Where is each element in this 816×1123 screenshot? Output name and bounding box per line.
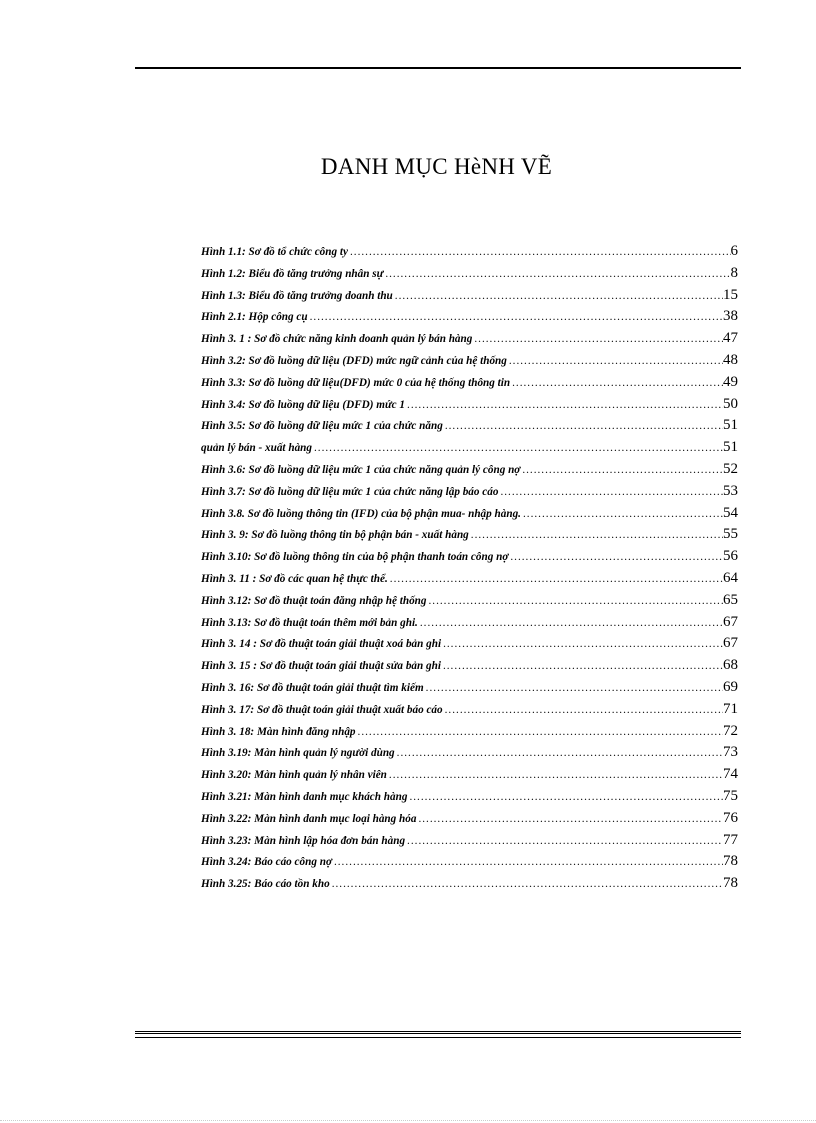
dot-leader: [388, 573, 723, 585]
toc-entry: [201, 832, 738, 854]
toc-entry: [201, 396, 738, 418]
dot-leader: [521, 508, 723, 520]
toc-entry: [201, 657, 738, 679]
toc-entry-label: Hình 3.21: Màn hình danh mục khách hàng: [201, 790, 408, 803]
toc-entry-page: 49: [723, 373, 738, 390]
dot-leader: [443, 420, 723, 432]
toc-entry-page: 6: [730, 243, 738, 259]
toc-entry: [201, 614, 738, 636]
dot-leader: [405, 399, 723, 411]
toc-entry-label: Hình 3.12: Sơ đồ thuật toán đăng nhập hệ thống: [201, 594, 427, 607]
toc-entry: [201, 701, 738, 723]
dot-leader: [418, 617, 723, 629]
dot-leader: [441, 660, 723, 672]
toc-entry-page: 8: [730, 264, 738, 281]
dot-leader: [416, 813, 723, 825]
toc-entry-page: 65: [723, 591, 738, 608]
dot-leader: [312, 442, 723, 454]
toc-entry-label: Hình 3. 9: Sơ đồ luồng thông tin bộ phận bán - xuất hàng: [201, 529, 469, 542]
toc-entry: [201, 875, 738, 897]
toc-entry-label: Hình 3.5: Sơ đồ luồng dữ liệu mức 1 của chức năng: [201, 420, 443, 433]
dot-leader: [308, 311, 723, 323]
toc-entry: [201, 526, 738, 548]
toc-entry: [201, 483, 738, 505]
header-rule: [135, 67, 741, 69]
toc-entry: [201, 810, 738, 832]
toc-entry-page: 67: [723, 613, 738, 630]
dot-leader: [332, 856, 723, 868]
dot-leader: [472, 333, 723, 345]
toc-entry-page: 73: [723, 744, 738, 761]
dot-leader: [441, 638, 723, 650]
dot-leader: [510, 377, 723, 389]
toc-entry-label: Hình 3.23: Màn hình lập hóa đơn bán hàng: [201, 834, 406, 847]
page-edge: [0, 1120, 816, 1122]
toc-entry-page: 75: [723, 787, 738, 804]
toc-entry-page: 72: [723, 722, 738, 739]
toc-entry-page: 15: [723, 286, 738, 303]
toc-entry: [201, 723, 738, 745]
dot-leader: [356, 726, 723, 738]
toc-entry: [201, 570, 738, 592]
toc-entry-page: 78: [723, 853, 738, 870]
dot-leader: [508, 551, 723, 563]
toc-entry-page: 38: [723, 308, 738, 325]
toc-entry-page: 47: [723, 330, 738, 347]
toc-entry: [201, 287, 738, 309]
footer-rule: [135, 1031, 741, 1038]
toc-entry-page: 50: [723, 395, 738, 412]
toc-entry-label: Hình 3. 14 : Sơ đồ thuật toán giải thuật xoá bản ghi: [201, 638, 442, 651]
page-title: DANH MỤC HèNH VẼ: [320, 154, 553, 179]
toc-entry: [201, 417, 738, 439]
toc-entry: [201, 374, 738, 396]
toc-entry: [201, 505, 738, 527]
toc-entry-label: Hình 3.8. Sơ đồ luồng thông tin (IFD) của bộ phận mua- nhập hàng.: [201, 507, 521, 520]
dot-leader: [407, 791, 723, 803]
toc-entry-label: Hình 3.4: Sơ đồ luồng dữ liệu (DFD) mức 1: [201, 398, 406, 411]
dot-leader: [395, 747, 723, 759]
dot-leader: [426, 595, 723, 607]
toc-entry-label: Hình 3.13: Sơ đồ thuật toán thêm mới bản ghi.: [201, 616, 418, 629]
toc-entry-page: 52: [723, 460, 738, 477]
toc-entry-label: Hình 3.6: Sơ đồ luồng dữ liệu mức 1 của chức năng quản lý công nợ: [201, 463, 521, 476]
toc-entry-page: 76: [723, 809, 738, 826]
toc-entry: [201, 461, 738, 483]
dot-leader: [469, 529, 723, 541]
toc-entry-page: 55: [723, 526, 738, 543]
dot-leader: [405, 835, 723, 847]
dot-leader: [507, 355, 723, 367]
toc-entry-label: Hình 3. 15 : Sơ đồ thuật toán giải thuật sửa bản ghi: [201, 660, 441, 673]
toc-entry-label: Hình 3. 18: Màn hình đăng nhập: [201, 725, 356, 738]
toc-entry-label: Hình 3. 11 : Sơ đồ các quan hệ thực thể.: [201, 572, 388, 585]
toc-entry: [201, 766, 738, 788]
toc-entry-label: Hình 1.1: Sơ đồ tổ chức công ty: [201, 246, 348, 258]
dot-leader: [498, 486, 723, 498]
toc-entry: [201, 243, 738, 265]
toc-entry-page: 53: [723, 482, 738, 499]
toc-entry-page: 51: [723, 439, 738, 456]
toc-entry-page: 56: [723, 548, 738, 565]
toc-entry: [201, 308, 738, 330]
toc-entry-label: Hình 1.3: Biểu đồ tăng trưởng doanh thu: [201, 289, 393, 302]
toc-entry-label: Hình 3.20: Màn hình quản lý nhân viên: [201, 769, 387, 782]
toc-entry: [201, 330, 738, 352]
toc-entry: [201, 548, 738, 570]
toc-entry-page: 48: [723, 351, 738, 368]
toc-entry-label: Hình 3.2: Sơ đồ luồng dữ liệu (DFD) mức ngữ cảnh của hệ thống: [201, 354, 507, 367]
toc-entry-page: 69: [723, 678, 738, 695]
toc-entry: [201, 744, 738, 766]
dot-leader: [424, 682, 723, 694]
toc-entry-page: 74: [723, 766, 738, 783]
toc-entry-label: Hình 3.25: Báo cáo tồn kho: [201, 878, 330, 891]
dot-leader: [443, 704, 723, 716]
toc-entry-page: 71: [723, 700, 738, 717]
toc-entry: [201, 265, 738, 287]
toc-entry-page: 77: [723, 831, 738, 848]
toc-entry: [201, 635, 738, 657]
toc-entry-label: Hình 3. 16: Sơ đồ thuật toán giải thuật tìm kiếm: [201, 681, 424, 694]
toc-entry-label: Hình 3.24: Báo cáo công nợ: [201, 856, 332, 869]
toc-entry-label: Hình 2.1: Hộp công cụ: [201, 311, 308, 324]
figure-list: [201, 243, 738, 897]
dot-leader: [383, 268, 730, 280]
toc-entry-label: Hình 1.2: Biểu đồ tăng trưởng nhân sự: [201, 267, 384, 280]
toc-entry-label: Hình 3. 17: Sơ đồ thuật toán giải thuật xuất báo cáo: [201, 703, 443, 716]
toc-entry-label: Hình 3.3: Sơ đồ luồng dữ liệu(DFD) mức 0 của hệ thống thông tin: [201, 376, 511, 389]
dot-leader: [330, 878, 723, 890]
toc-entry-page: 67: [723, 635, 738, 652]
toc-entry: [201, 788, 738, 810]
toc-entry: [201, 853, 738, 875]
toc-entry-label: Hình 3.19: Màn hình quản lý người dùng: [201, 747, 395, 760]
toc-entry-label: Hình 3.10: Sơ đồ luồng thông tin của bộ phận thanh toán công nợ: [201, 551, 509, 564]
toc-entry-page: 54: [723, 504, 738, 521]
toc-entry: [201, 352, 738, 374]
toc-entry: [201, 439, 738, 461]
toc-entry-page: 78: [723, 875, 738, 892]
toc-entry-page: 51: [723, 417, 738, 434]
toc-entry: [201, 679, 738, 701]
toc-entry-label: Hình 3.7: Sơ đồ luồng dữ liệu mức 1 của chức năng lập báo cáo: [201, 485, 499, 498]
dot-leader: [520, 464, 723, 476]
dot-leader: [393, 290, 723, 302]
toc-entry-page: 64: [723, 569, 738, 586]
toc-entry-label: Hình 3.22: Màn hình danh mục loại hàng hóa: [201, 812, 417, 825]
toc-entry: [201, 592, 738, 614]
dot-leader: [348, 246, 731, 258]
toc-entry-label: quản lý bán - xuất hàng: [201, 442, 312, 455]
toc-entry-label: Hình 3. 1 : Sơ đồ chức năng kinh doanh quản lý bán hàng: [201, 333, 473, 346]
toc-entry-page: 68: [723, 657, 738, 674]
dot-leader: [387, 769, 723, 781]
